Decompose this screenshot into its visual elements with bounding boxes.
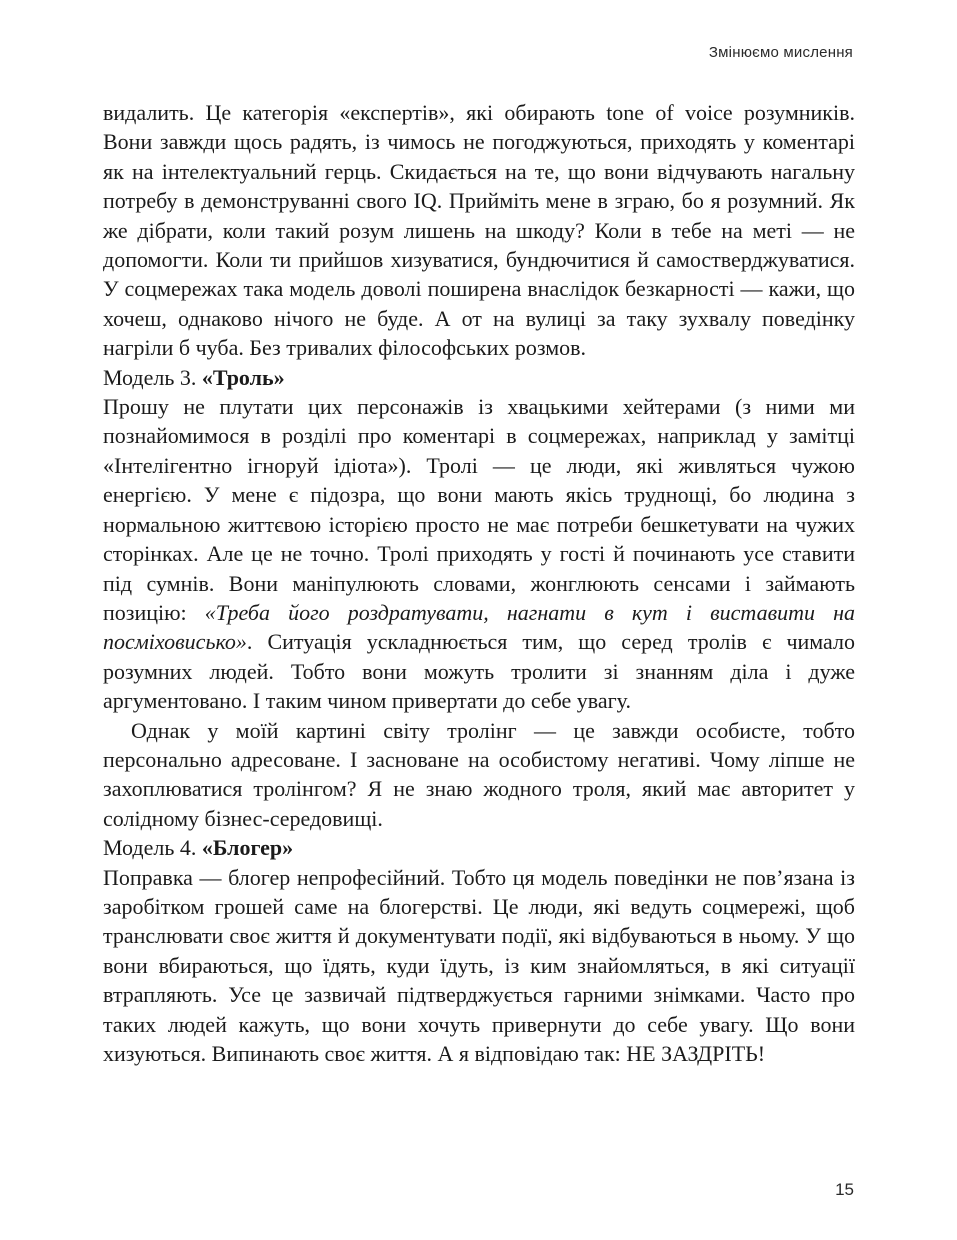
paragraph-text: . Ситуація ускладнюється тим, що серед тролів є чимало розумних людей. Тобто вони можуть тролити зі знанням діла і дуже аргументовано. І таким чином привертати до себе увагу. (103, 629, 855, 714)
paragraph-model-3-second: Однак у моїй картині світу тролінг — це завжди особисте, тобто персонально адресоване. І засноване на особистому негативі. Чому ліпше не захоплюватися тролінгом? Я не знаю жодного троля, який має авторитет у солідному бізнес-середовищі. (103, 717, 855, 831)
section-heading-name: «Блогер» (201, 835, 294, 861)
paragraph-model-3-first (103, 392, 855, 715)
section-heading-name: «Троль» (201, 364, 285, 390)
page-body (103, 98, 855, 1068)
section-heading-prefix: Модель 4. (103, 835, 202, 861)
paragraph-model-4-first: Поправка — блогер непрофесійний. Тобто ця модель поведінки не пов’язана із заробітком грошей саме на блогерстві. Це люди, які ведуть соцмережі, щоб транслювати своє життя й документувати події, які відбуваються в ньому. У що вони вбираються, що їдять, куди їдуть, із ким знайомляться, в які ситуації втрапляють. Усе це зазвичай підтверджується гарними знімками. Часто про таких людей кажуть, що вони хочуть привернути до себе увагу. Що вони хизуються. Випинають своє життя. А я відповідаю так: НЕ ЗАЗДРІТЬ! (103, 864, 855, 1066)
italic-quote: «Треба його роздратувати, нагнати в кут і виставити на посміховисько» (103, 599, 856, 655)
section-heading-model-3 (103, 363, 855, 392)
paragraph-intro: видалить. Це категорія «експертів», які обирають tone of voice розумників. Вони завжди щось радять, із чимось не погоджуються, приходять у коментарі як на інтелектуальний герць. Скидається на те, що вони відчувають нагальну потребу в демонструванні свого IQ. Прийміть мене в зграю, бо я розумний. Як же дібрати, коли такий розум лишень на шкоду? Коли в тебе на меті — не допомогти. Коли ти прийшов хизуватися, бундючитися й самостверджуватися. У соцмережах така модель доволі поширена внаслідок безкарності — кажи, що хочеш, однаково нічого не буде. А от на вулиці за таку зухвалу поведінку нагріли б чуба. Без тривалих філософських розмов. (103, 100, 855, 361)
section-heading-model-4 (103, 833, 855, 862)
section-heading-prefix: Модель 3. (103, 364, 202, 390)
paragraph-text: Прошу не плутати цих персонажів із хвацькими хейтерами (з ними ми познайомимося в розділі про коментарі в соцмережах, наприклад у замітці «Інтелігентно ігноруй ідіота»). Тролі — це люди, які живляться чужою енергією. У мене є підозра, що вони мають якісь труднощі, бо людина з нормальною життєвою історією просто не має потреби бешкетувати на чужих сторінках. Але це не точно. Тролі приходять у гості й починають усе ставити під сумнів. Вони маніпулюють словами, жонглюють сенсами і займають позицію: (103, 394, 855, 625)
running-header-title: Змінюємо мислення (708, 44, 853, 61)
page-number: 15 (835, 1180, 854, 1199)
